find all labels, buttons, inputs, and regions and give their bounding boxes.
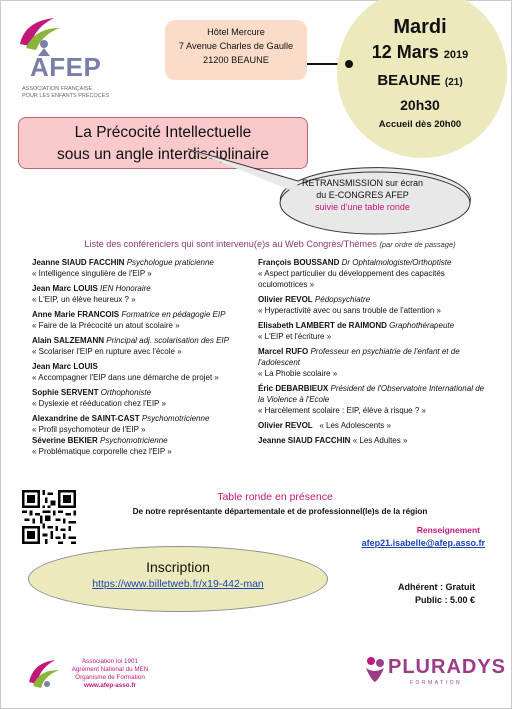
speaker-item: François BOUSSAND Dr Ophtalmologiste/Orthoptiste « Aspect particulier du développement des capacités oculomotrices »	[258, 258, 452, 289]
table-ronde-subtitle: De notre représentante départementale et de professionnel(le)s de la région	[132, 507, 428, 516]
speakers-column-left	[32, 257, 262, 461]
speaker-item: Alexandrine de SAINT-CAST Psychomotricienne « Profil psychomoteur de l'EIP »	[32, 414, 210, 434]
venue-city: 21200 BEAUNE	[203, 55, 269, 65]
inscription-title: Inscription	[146, 559, 210, 575]
speaker-item: Olivier REVOL « Les Adolescents »	[258, 421, 391, 430]
speakers-heading: Liste des conférenciers qui sont intervenu(e)s au Web Congrès/Thèmes (par ordre de passage)	[84, 239, 456, 249]
speaker-item: Olivier REVOL Pédopsychiatre « Hyperactivité avec ou sans trouble de l'attention »	[258, 295, 441, 315]
tarif-public: Public : 5.00 €	[414, 595, 475, 605]
inscription-link[interactable]: https://www.billetweb.fr/x19-442-man	[92, 578, 264, 590]
speakers-column-right	[258, 257, 488, 450]
retransmission-text: RETRANSMISSION sur écran du E-CONGRES AFEP suivie d'une table ronde	[301, 178, 424, 212]
tarif-box	[355, 581, 475, 607]
afep-logo-text: AFEP	[30, 52, 102, 82]
speaker-item: Marcel RUFO Professeur en psychiatrie de l'enfant et de l'adolescent « La Phobie scolaire »	[258, 347, 460, 378]
event-day: Mardi	[393, 16, 447, 38]
renseignement-email-link[interactable]: afep21.isabelle@afep.asso.fr	[361, 538, 485, 548]
footer-text: Association loi 1901 Agrément National du MEN Organisme de Formation www.afep-asso.fr	[60, 658, 160, 690]
speaker-item: Jean Marc LOUIS IEN Honoraire « L'EIP, un élève heureux ? »	[32, 284, 151, 304]
speaker-item: Séverine BEKIER Psychomotricienne « Problématique corporelle chez l'EIP »	[32, 436, 172, 456]
event-city: BEAUNE (21)	[377, 72, 463, 89]
footer-website-link[interactable]: www.afep-asso.fr	[84, 682, 136, 689]
qr-code-icon[interactable]	[22, 490, 76, 544]
afep-logo-subtitle: ASSOCIATION FRANÇAISE POUR LES ENFANTS PRÉCOCES	[22, 86, 110, 99]
pluradys-logo-subtitle: FORMATION	[410, 680, 463, 686]
speaker-item: Sophie SERVENT Orthophoniste « Dyslexie et rééducation chez l'EIP »	[32, 388, 166, 408]
event-time: 20h30	[400, 97, 440, 113]
tarif-adherent: Adhérent : Gratuit	[397, 582, 475, 592]
main-title: La Précocité Intellectuelle sous un angle interdisciplinaire	[18, 117, 308, 169]
speaker-item: Jean Marc LOUIS « Accompagner l'EIP dans une démarche de projet »	[32, 362, 219, 382]
speaker-item: Anne Marie FRANCOIS Formatrice en pédagogie EIP « Faire de la Précocité un atout scolaire »	[32, 310, 226, 330]
renseignement-label: Renseignement	[416, 525, 480, 535]
speaker-item: Alain SALZEMANN Principal adj. scolarisation des EIP « Scolariser l'EIP en rupture avec l'école »	[32, 336, 229, 356]
event-date: 12 Mars 2019	[371, 42, 469, 62]
event-accueil: Accueil dès 20h00	[378, 119, 462, 130]
venue-street: 7 Avenue Charles de Gaulle	[178, 41, 294, 51]
venue-name: Hôtel Mercure	[207, 27, 265, 37]
speaker-item: Elisabeth LAMBERT de RAIMOND Graphothérapeute « L'EIP et l'écriture »	[258, 321, 455, 341]
venue-box	[165, 20, 307, 80]
table-ronde-title: Table ronde en présence	[217, 491, 333, 503]
footer-afep-logo-icon	[25, 656, 61, 696]
speaker-item: Jeanne SIAUD FACCHIN Psychologue praticienne « Intelligence singulière de l'EIP »	[32, 258, 214, 278]
speaker-item: Jeanne SIAUD FACCHIN « Les Adultes »	[258, 436, 408, 445]
speaker-item: Éric DEBARBIEUX Président de l'Observatoire International de la Violence à l'Ecole « Harcèlement scolaire : EIP, élève à risque ? »	[258, 384, 485, 415]
pluradys-logo-icon	[362, 654, 388, 684]
pluradys-logo-text: PLURADYS	[388, 656, 507, 678]
